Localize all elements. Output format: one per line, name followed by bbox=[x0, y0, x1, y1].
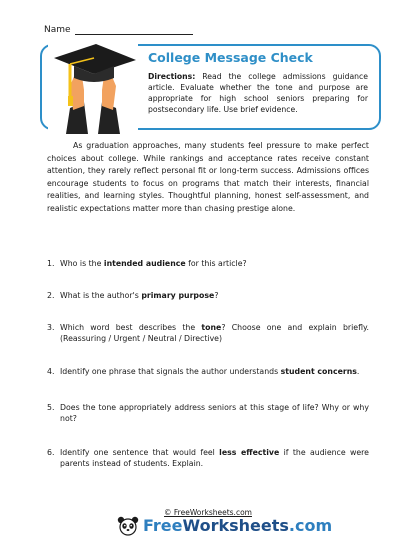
question-number: 3. bbox=[47, 323, 55, 332]
question-text: Identify one phrase that signals the author understands bbox=[60, 367, 281, 376]
question-keyword: less effective bbox=[219, 448, 280, 457]
reading-passage: As graduation approaches, many students feel pressure to make perfect choices about college. While rankings and acceptance rates receive constant attention, they rarely reflect personal fit or long-term success. Admissions offices encourage students to focus on programs that match their interests, financial realities, and learning styles. Thoughtful planning, honest self-assessment, and realistic expectations matter more than chasing prestige alone. bbox=[47, 141, 369, 213]
question-4 bbox=[47, 366, 369, 377]
question-number: 4. bbox=[47, 367, 55, 376]
panda-logo-icon bbox=[116, 516, 140, 536]
name-line[interactable] bbox=[75, 24, 193, 35]
name-label: Name bbox=[44, 25, 71, 35]
brand-part-com: .com bbox=[288, 516, 333, 535]
brand-part-free: Free bbox=[143, 516, 183, 535]
question-text: Identify one sentence that would feel bbox=[60, 448, 220, 457]
graduation-cap-icon bbox=[48, 38, 138, 134]
question-number: 1. bbox=[47, 259, 55, 268]
question-text: Does the tone appropriately address seniors at this stage of life? Why or why not? bbox=[60, 403, 369, 423]
footer-logo bbox=[116, 516, 333, 536]
question-number: 6. bbox=[47, 448, 55, 457]
question-text-end: for this article? bbox=[185, 259, 247, 268]
question-2 bbox=[47, 290, 369, 301]
question-number: 2. bbox=[47, 291, 55, 300]
directions-label: Directions: bbox=[148, 72, 196, 81]
brand-wordmark bbox=[143, 516, 332, 535]
question-text-end: . bbox=[356, 367, 360, 376]
question-keyword: primary purpose bbox=[141, 291, 215, 300]
directions bbox=[148, 71, 368, 115]
question-keyword: intended audience bbox=[103, 259, 186, 268]
question-text-end: if the audience were parents instead of students. Explain. bbox=[60, 448, 369, 468]
footer-link[interactable]: © FreeWorksheets.com bbox=[164, 508, 252, 517]
question-1 bbox=[47, 258, 369, 269]
brand-part-worksheets: Worksheets bbox=[182, 516, 289, 535]
question-number: 5. bbox=[47, 403, 55, 412]
question-keyword: student concerns bbox=[280, 367, 357, 376]
question-5 bbox=[47, 402, 369, 424]
question-text-end: ? bbox=[214, 291, 219, 300]
question-text-end: ? Choose one and explain briefly. (Reassuring / Urgent / Neutral / Directive) bbox=[60, 323, 369, 343]
directions-text: Read the college admissions guidance article. Evaluate whether the tone and purpose are appropriate for high school seniors preparing for postsecondary life. Use brief evidence. bbox=[148, 72, 368, 114]
question-3 bbox=[47, 322, 369, 344]
question-text: Which word best describes the bbox=[60, 323, 202, 332]
name-field-row bbox=[44, 24, 193, 35]
question-6 bbox=[47, 447, 369, 469]
question-text: Who is the bbox=[60, 259, 104, 268]
question-keyword: tone bbox=[201, 323, 222, 332]
question-text: What is the author's bbox=[60, 291, 142, 300]
worksheet-title: College Message Check bbox=[148, 50, 313, 65]
